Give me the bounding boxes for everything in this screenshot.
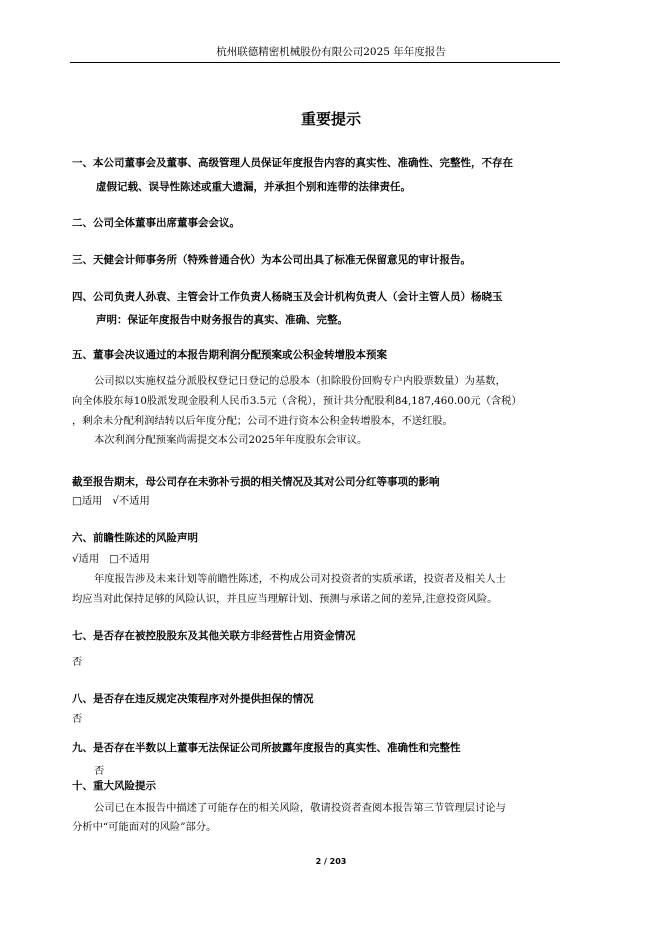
section-8-answer: 否: [72, 713, 83, 725]
section-9-heading: 九、是否存在半数以上董事无法保证公司所披露年度报告的真实性、准确性和完整性: [72, 742, 461, 754]
deficit-options: [72, 494, 150, 508]
section-5-para-1-line-3: ，剩余未分配利润结转以后年度分配；公司不进行资本公积金转增股本，不送红股。: [72, 415, 453, 427]
section-2: 二、公司全体董事出席董事会会议。: [72, 217, 240, 229]
section-4-line-1: 四、公司负责人孙袁、主管会计工作负责人杨晓玉及会计机构负责人（会计主管人员）杨晓玉: [72, 291, 503, 303]
section-5-para-1-line-1: 公司拟以实施权益分派股权登记日登记的总股本（扣除股份回购专户内股票数量）为基数，: [94, 375, 506, 387]
section-4-line-2: 声明：保证年度报告中财务报告的真实、准确、完整。: [96, 314, 348, 326]
section-5-para-1-line-2: 向全体股东每10股派发现金股利人民币3.5元（含税），预计共分配股利84,187,460.00元（含税）: [72, 395, 522, 407]
section-6-options: [72, 552, 150, 566]
section-7-heading: 七、是否存在被控股股东及其他关联方非经营性占用资金情况: [72, 630, 356, 642]
page-title: 重要提示: [300, 110, 361, 128]
section-5-para-2: 本次利润分配预案尚需提交本公司2025年年度股东会审议。: [94, 434, 368, 446]
section-6-line-2: 均应当对此保持足够的风险认识，并且应当理解计划、预测与承诺之间的差异,注意投资风险。: [72, 593, 498, 605]
section-6-line-1: 年度报告涉及未来计划等前瞻性陈述，不构成公司对投资者的实质承诺，投资者及相关人士: [94, 573, 506, 585]
deficit-option-not-applicable: √不适用: [112, 495, 150, 507]
section-9-answer: 否: [94, 765, 105, 777]
deficit-heading: 截至报告期末，母公司存在未弥补亏损的相关情况及其对公司分红等事项的影响: [72, 476, 440, 488]
section-1-line-2: 虚假记载、误导性陈述或重大遗漏，并承担个别和连带的法律责任。: [96, 181, 411, 193]
section-6-option-not-applicable: □不适用: [109, 553, 150, 565]
section-6-heading: 六、前瞻性陈述的风险声明: [72, 532, 198, 544]
section-3: 三、天健会计师事务所（特殊普通合伙）为本公司出具了标准无保留意见的审计报告。: [72, 254, 471, 266]
section-10-line-2: 分析中“可能面对的风险”部分。: [72, 821, 217, 833]
section-10-heading: 十、重大风险提示: [72, 780, 156, 792]
section-5-heading: 五、董事会决议通过的本报告期利润分配预案或公积金转增股本预案: [72, 349, 387, 361]
header-rule: [70, 62, 560, 63]
deficit-option-applicable: □适用: [72, 495, 103, 507]
section-1-line-1: 一、本公司董事会及董事、高级管理人员保证年度报告内容的真实性、准确性、完整性，不存在: [72, 157, 513, 169]
section-8-heading: 八、是否存在违反规定决策程序对外提供担保的情况: [72, 693, 314, 705]
section-10-line-1: 公司已在本报告中描述了可能存在的相关风险，敬请投资者查阅本报告第三节管理层讨论与: [94, 802, 506, 814]
section-7-answer: 否: [72, 656, 83, 668]
section-6-option-applicable: √适用: [72, 553, 100, 565]
page-number: 2 / 203: [315, 857, 347, 866]
running-header: 杭州联德精密机械股份有限公司2025 年年度报告: [216, 46, 446, 58]
